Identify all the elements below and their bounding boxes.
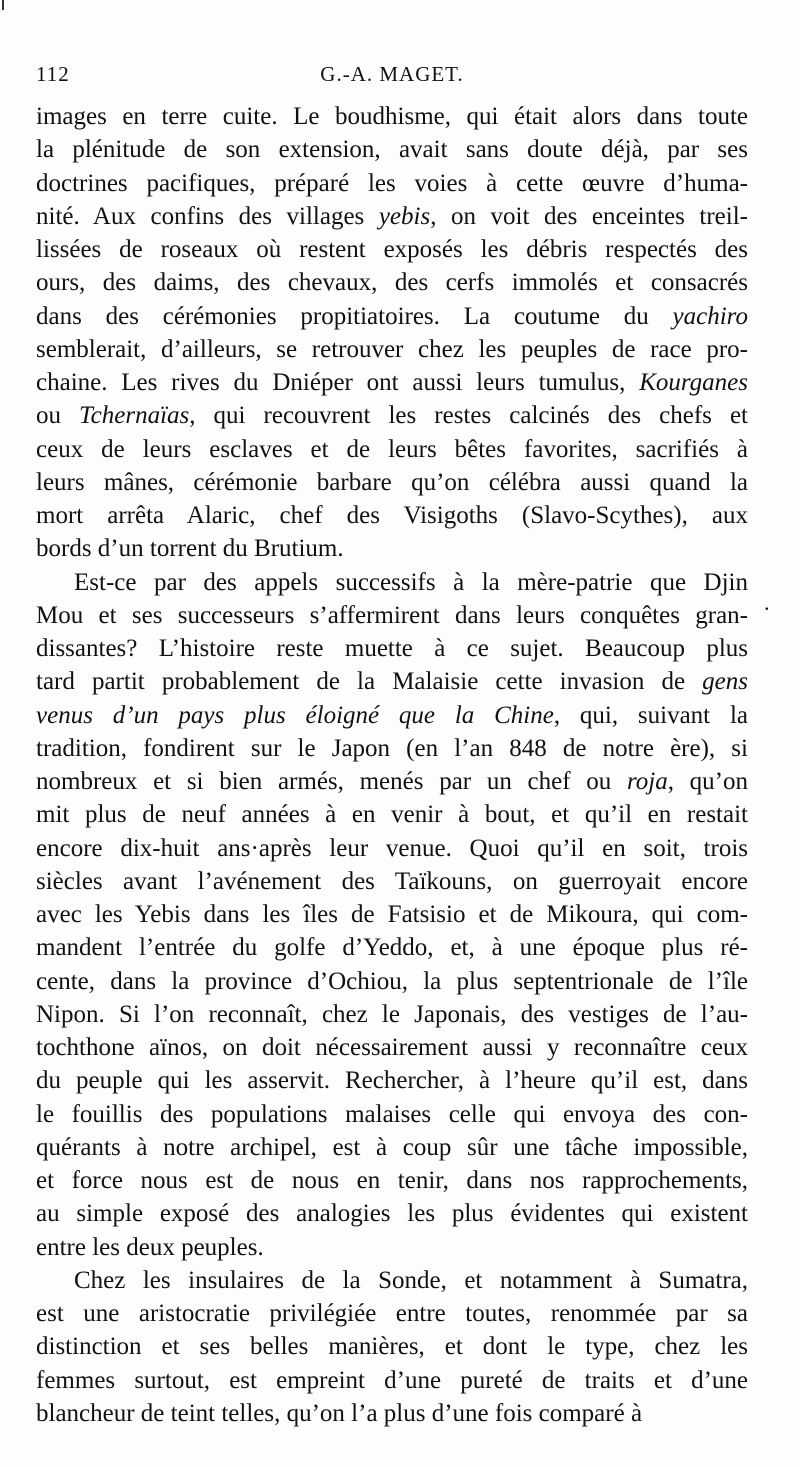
text-line xyxy=(36,1297,748,1330)
text-run: Chez les insulaires de la Sonde, et notamment à Sumatra, xyxy=(74,1266,748,1294)
text-run: doctrines pacifiques, préparé les voies à cette œuvre d’huma- xyxy=(36,169,748,197)
italic-text: Tchernaïas xyxy=(79,402,190,430)
text-line xyxy=(36,665,748,698)
text-run: nité. Aux confins des villages xyxy=(36,202,379,230)
text-line xyxy=(36,399,748,432)
text-run: , qui recouvrent les restes calcinés des chefs et xyxy=(189,402,748,430)
page-number: 112 xyxy=(36,62,70,86)
text-line xyxy=(36,732,748,765)
text-run: , qui, suivant la xyxy=(553,701,748,729)
text-line xyxy=(36,965,748,998)
text-line xyxy=(36,1264,748,1297)
text-line xyxy=(36,1131,748,1164)
italic-text: yebis xyxy=(378,202,431,230)
text-line xyxy=(36,1397,748,1430)
text-run: tochthone aïnos, on doit nécessairement aussi y reconnaître ceux xyxy=(36,1034,748,1061)
text-line xyxy=(36,1330,748,1363)
text-run: ours, des daims, des chevaux, des cerfs immolés et consacrés xyxy=(36,269,748,297)
text-run: lissées de roseaux où restent exposés les débris respectés des xyxy=(36,236,748,263)
text-run: Mou et ses successeurs s’affermirent dans leurs conquêtes gran- xyxy=(36,601,748,629)
text-run: nombreux et si bien armés, menés par un chef ou xyxy=(36,768,627,795)
text-line xyxy=(36,532,748,565)
text-line xyxy=(36,1064,748,1097)
text-run: images en terre cuite. Le boudhisme, qui était alors dans toute xyxy=(36,103,748,130)
text-line xyxy=(36,366,748,399)
text-run: leurs mânes, cérémonie barbare qu’on célébra aussi quand la xyxy=(36,468,748,496)
body-text xyxy=(36,100,748,1430)
text-run: et force nous est de nous en tenir, dans nos rapprochements, xyxy=(36,1167,748,1194)
text-run: du peuple qui les asservit. Rechercher, à l’heure qu’il est, dans xyxy=(36,1067,748,1095)
text-line xyxy=(36,466,748,499)
text-run: siècles avant l’avénement des Taïkouns, on guerroyait encore xyxy=(36,867,748,895)
italic-text: roja xyxy=(626,768,668,795)
text-run: Nipon. Si l’on reconnaît, chez le Japonais, des vestiges de l’au- xyxy=(36,1000,748,1028)
text-line xyxy=(36,998,748,1031)
text-run: cente, dans la province d’Ochiou, la plus septentrionale de l’île xyxy=(36,967,748,995)
margin-mark: . xyxy=(764,590,770,615)
text-line xyxy=(36,200,748,233)
text-line xyxy=(36,765,748,798)
text-run: encore dix-huit ans·après leur venue. Quoi qu’il en soit, trois xyxy=(36,834,748,862)
text-line xyxy=(36,1231,748,1264)
italic-text: venus d’un pays plus éloigné que la Chine xyxy=(36,701,554,729)
text-run: distinction et ses belles manières, et dont le type, chez les xyxy=(36,1333,748,1361)
text-run: dissantes? L’histoire reste muette à ce sujet. Beaucoup plus xyxy=(36,635,748,662)
text-line xyxy=(36,865,748,898)
text-line xyxy=(36,898,748,931)
text-line xyxy=(36,100,748,133)
running-head: G.-A. MAGET. xyxy=(320,62,464,86)
page-corner-mark xyxy=(2,0,4,10)
text-line xyxy=(36,931,748,964)
text-run: quérants à notre archipel, est à coup sûr une tâche impossible, xyxy=(36,1133,748,1161)
text-run: mit plus de neuf années à en venir à bout, et qu’il en restait xyxy=(36,801,748,829)
italic-text: Kourganes xyxy=(639,369,748,396)
text-run: bords d’un torrent du Brutium. xyxy=(36,535,344,563)
text-run: , on voit des enceintes treil- xyxy=(430,202,748,230)
text-line xyxy=(36,433,748,466)
text-line xyxy=(36,832,748,865)
text-run: entre les deux peuples. xyxy=(36,1233,264,1261)
text-run: , qu’on xyxy=(667,768,749,795)
text-line xyxy=(36,1364,748,1397)
text-run: mort arrêta Alaric, chef des Visigoths (Slavo-Scythes), aux xyxy=(36,502,748,529)
text-line xyxy=(36,798,748,831)
text-line xyxy=(36,499,748,532)
text-run: blancheur de teint telles, qu’on l’a plus d’une fois comparé à xyxy=(36,1399,643,1427)
text-run: Est-ce par des appels successifs à la mère-patrie que Djin xyxy=(74,568,748,596)
text-line xyxy=(36,566,748,599)
text-line xyxy=(36,599,748,632)
text-run: ou xyxy=(36,402,80,430)
text-line xyxy=(36,333,748,366)
text-run: tradition, fondirent sur le Japon (en l’an 848 de notre ère), si xyxy=(36,734,748,762)
text-run: tard partit probablement de la Malaisie cette invasion de xyxy=(36,668,703,696)
text-line xyxy=(36,1197,748,1230)
text-run: au simple exposé des analogies les plus évidentes qui existent xyxy=(36,1200,748,1228)
text-line xyxy=(36,1098,748,1131)
text-run: semblerait, d’ailleurs, se retrouver chez les peuples de race pro- xyxy=(36,335,748,363)
text-run: ceux de leurs esclaves et de leurs bêtes favorites, sacrifiés à xyxy=(36,435,748,463)
text-line xyxy=(36,300,748,333)
text-line xyxy=(36,233,748,266)
text-line xyxy=(36,167,748,200)
italic-text: yachiro xyxy=(672,302,748,330)
text-run: chaine. Les rives du Dniéper ont aussi leurs tumulus, xyxy=(36,369,640,396)
text-line xyxy=(36,1031,748,1064)
text-line xyxy=(36,632,748,665)
text-run: femmes surtout, est empreint d’une pureté de traits et d’une xyxy=(36,1366,748,1394)
text-line xyxy=(36,699,748,732)
text-line xyxy=(36,1164,748,1197)
text-run: mandent l’entrée du golfe d’Yeddo, et, à une époque plus ré- xyxy=(36,934,748,962)
italic-text: gens xyxy=(702,668,748,696)
text-line xyxy=(36,133,748,166)
text-run: avec les Yebis dans les îles de Fatsisio et de Mikoura, qui com- xyxy=(36,901,748,928)
text-run: le fouillis des populations malaises celle qui envoya des con- xyxy=(36,1100,748,1128)
page-header xyxy=(36,62,748,92)
text-run: est une aristocratie privilégiée entre toutes, renommée par sa xyxy=(36,1300,748,1327)
text-run: dans des cérémonies propitiatoires. La coutume du xyxy=(36,302,673,330)
text-line xyxy=(36,266,748,299)
text-run: la plénitude de son extension, avait sans doute déjà, par ses xyxy=(36,136,748,164)
